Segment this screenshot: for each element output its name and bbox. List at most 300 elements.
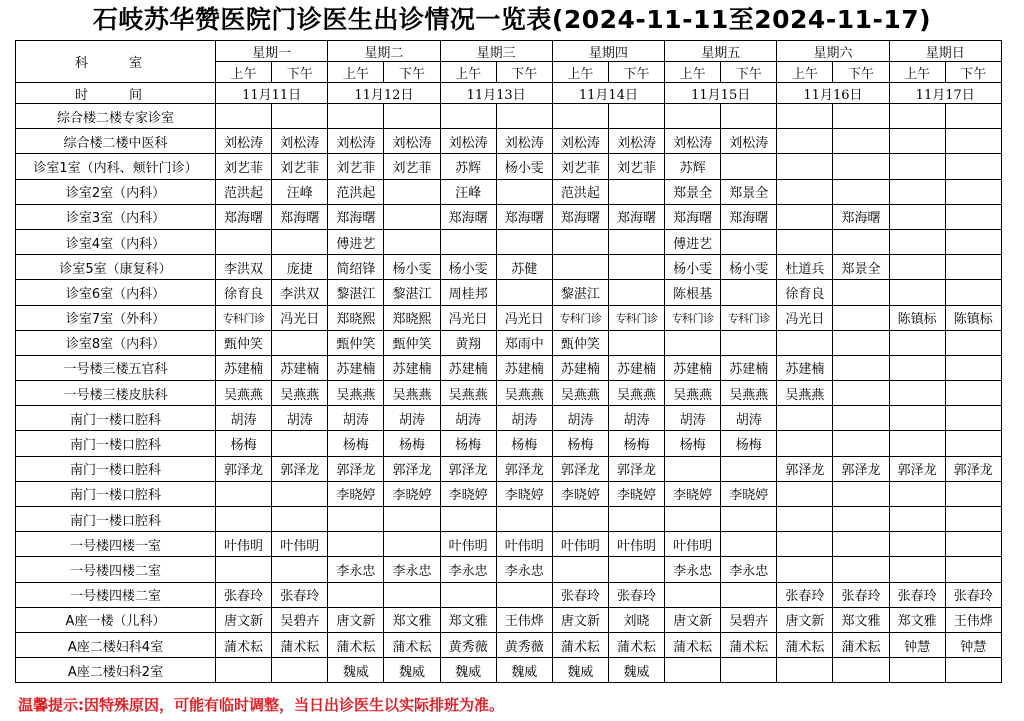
doctor-cell [552, 507, 608, 532]
day-header: 星期二 [328, 41, 440, 62]
doctor-cell: 胡涛 [216, 406, 272, 431]
doctor-cell [833, 154, 889, 179]
doctor-cell: 陈根基 [665, 280, 721, 305]
doctor-cell [889, 481, 945, 506]
doctor-cell [833, 658, 889, 683]
table-row [16, 129, 1002, 154]
doctor-cell [945, 229, 1001, 254]
doctor-cell: 刘松涛 [552, 129, 608, 154]
doctor-cell: 胡涛 [721, 406, 777, 431]
am-header: 上午 [440, 62, 496, 83]
doctor-cell [777, 330, 833, 355]
doctor-cell: 范洪起 [216, 179, 272, 204]
doctor-cell: 钟慧 [889, 632, 945, 657]
doctor-cell [216, 507, 272, 532]
doctor-cell: 郑晓熙 [328, 305, 384, 330]
doctor-cell: 胡涛 [496, 406, 552, 431]
doctor-cell [216, 658, 272, 683]
pm-header: 下午 [272, 62, 328, 83]
pm-header: 下午 [496, 62, 552, 83]
doctor-cell [721, 582, 777, 607]
dept-cell: 南门一楼口腔科 [16, 456, 216, 481]
dept-cell: 诊室4室（内科） [16, 229, 216, 254]
doctor-cell [889, 557, 945, 582]
doctor-cell: 黎湛江 [328, 280, 384, 305]
doctor-cell: 唐文新 [552, 607, 608, 632]
header-row-dates [16, 83, 1002, 104]
table-row [16, 305, 1002, 330]
header-row-days [16, 41, 1002, 62]
doctor-cell: 吴燕燕 [328, 381, 384, 406]
doctor-cell [496, 280, 552, 305]
doctor-cell: 吴燕燕 [496, 381, 552, 406]
doctor-cell [272, 557, 328, 582]
doctor-cell [945, 330, 1001, 355]
doctor-cell: 郑海曙 [721, 204, 777, 229]
am-header: 上午 [777, 62, 833, 83]
doctor-cell [945, 481, 1001, 506]
doctor-cell [608, 280, 664, 305]
doctor-cell [440, 229, 496, 254]
doctor-cell [721, 507, 777, 532]
doctor-cell: 陈镇标 [945, 305, 1001, 330]
doctor-cell: 郭泽龙 [889, 456, 945, 481]
doctor-cell: 苏建楠 [272, 355, 328, 380]
doctor-cell [777, 658, 833, 683]
doctor-cell: 胡涛 [608, 406, 664, 431]
doctor-cell: 胡涛 [665, 406, 721, 431]
doctor-cell: 刘松涛 [384, 129, 440, 154]
doctor-cell: 郭泽龙 [833, 456, 889, 481]
doctor-cell: 苏辉 [440, 154, 496, 179]
doctor-cell: 刘松涛 [665, 129, 721, 154]
day-header: 星期日 [889, 41, 1001, 62]
doctor-cell [496, 179, 552, 204]
doctor-cell: 傅进艺 [665, 229, 721, 254]
dept-cell: 诊室8室（内科） [16, 330, 216, 355]
doctor-cell [945, 406, 1001, 431]
doctor-cell [384, 582, 440, 607]
doctor-cell [833, 179, 889, 204]
doctor-cell: 郑晓熙 [384, 305, 440, 330]
doctor-cell: 专科门诊 [721, 305, 777, 330]
doctor-cell: 刘晓 [608, 607, 664, 632]
doctor-cell: 李晓婷 [328, 481, 384, 506]
doctor-cell [889, 255, 945, 280]
doctor-cell [384, 104, 440, 129]
doctor-cell: 吴燕燕 [665, 381, 721, 406]
doctor-cell: 李永忠 [384, 557, 440, 582]
doctor-cell: 吴燕燕 [777, 381, 833, 406]
doctor-cell [665, 330, 721, 355]
schedule-body [16, 104, 1002, 683]
doctor-cell: 叶伟明 [440, 532, 496, 557]
doctor-cell [889, 406, 945, 431]
am-header: 上午 [328, 62, 384, 83]
doctor-cell [833, 431, 889, 456]
doctor-cell: 苏建楠 [216, 355, 272, 380]
doctor-cell: 苏辉 [665, 154, 721, 179]
date-header: 11月11日 [216, 83, 328, 104]
doctor-cell: 王伟烨 [945, 607, 1001, 632]
doctor-cell [833, 305, 889, 330]
doctor-cell: 魏威 [440, 658, 496, 683]
doctor-cell [721, 456, 777, 481]
doctor-cell [889, 280, 945, 305]
doctor-cell: 刘松涛 [216, 129, 272, 154]
doctor-cell: 刘艺菲 [272, 154, 328, 179]
doctor-cell: 郭泽龙 [945, 456, 1001, 481]
table-row [16, 255, 1002, 280]
doctor-cell: 张春玲 [889, 582, 945, 607]
doctor-cell: 黎湛江 [552, 280, 608, 305]
doctor-cell: 李晓婷 [608, 481, 664, 506]
doctor-cell [889, 229, 945, 254]
doctor-cell [945, 381, 1001, 406]
doctor-cell: 李晓婷 [721, 481, 777, 506]
dept-cell: 一号楼三楼皮肤科 [16, 381, 216, 406]
doctor-cell [216, 229, 272, 254]
doctor-cell [889, 129, 945, 154]
doctor-cell: 蒲术耘 [608, 632, 664, 657]
doctor-cell: 冯光日 [440, 305, 496, 330]
doctor-cell [665, 507, 721, 532]
doctor-cell: 杜道兵 [777, 255, 833, 280]
doctor-cell [608, 255, 664, 280]
doctor-cell [272, 104, 328, 129]
doctor-cell: 郑海曙 [552, 204, 608, 229]
table-row [16, 355, 1002, 380]
doctor-cell: 刘松涛 [440, 129, 496, 154]
doctor-cell [889, 104, 945, 129]
am-header: 上午 [552, 62, 608, 83]
doctor-cell [889, 431, 945, 456]
doctor-cell [721, 104, 777, 129]
doctor-cell: 郑海曙 [833, 204, 889, 229]
pm-header: 下午 [384, 62, 440, 83]
dept-cell: 诊室5室（康复科） [16, 255, 216, 280]
doctor-cell [945, 179, 1001, 204]
doctor-cell: 冯光日 [496, 305, 552, 330]
doctor-cell [496, 229, 552, 254]
table-row [16, 532, 1002, 557]
doctor-cell: 李洪双 [216, 255, 272, 280]
doctor-cell [777, 557, 833, 582]
doctor-cell: 李永忠 [665, 557, 721, 582]
table-row [16, 154, 1002, 179]
doctor-cell: 李晓婷 [665, 481, 721, 506]
doctor-cell [777, 431, 833, 456]
table-row [16, 381, 1002, 406]
dept-cell: 一号楼四楼二室 [16, 557, 216, 582]
doctor-cell: 张春玲 [777, 582, 833, 607]
page-title: 石岐苏华赞医院门诊医生出诊情况一览表(2024-11-11至2024-11-17) [92, 5, 932, 34]
doctor-cell: 杨梅 [384, 431, 440, 456]
doctor-cell [552, 229, 608, 254]
doctor-cell [272, 229, 328, 254]
doctor-cell [777, 406, 833, 431]
doctor-cell [552, 255, 608, 280]
doctor-cell [833, 104, 889, 129]
doctor-cell [945, 255, 1001, 280]
doctor-cell: 张春玲 [216, 582, 272, 607]
pm-header: 下午 [608, 62, 664, 83]
doctor-cell: 张春玲 [945, 582, 1001, 607]
dept-cell: 诊室6室（内科） [16, 280, 216, 305]
doctor-cell: 蒲术耘 [216, 632, 272, 657]
doctor-cell [833, 229, 889, 254]
doctor-cell: 李洪双 [272, 280, 328, 305]
doctor-cell [833, 280, 889, 305]
doctor-cell: 王伟烨 [496, 607, 552, 632]
doctor-cell: 杨小雯 [665, 255, 721, 280]
doctor-cell [777, 204, 833, 229]
doctor-cell [777, 229, 833, 254]
doctor-cell: 黄翔 [440, 330, 496, 355]
table-row [16, 406, 1002, 431]
doctor-cell [608, 179, 664, 204]
day-header: 星期四 [552, 41, 664, 62]
doctor-cell: 张春玲 [552, 582, 608, 607]
date-header: 11月14日 [552, 83, 664, 104]
doctor-cell: 汪峰 [440, 179, 496, 204]
doctor-cell: 蒲术耘 [721, 632, 777, 657]
doctor-cell [945, 431, 1001, 456]
doctor-cell: 叶伟明 [216, 532, 272, 557]
doctor-cell [945, 104, 1001, 129]
doctor-cell: 郭泽龙 [440, 456, 496, 481]
doctor-cell: 魏威 [608, 658, 664, 683]
doctor-cell: 李晓婷 [496, 481, 552, 506]
doctor-cell [777, 154, 833, 179]
schedule-table [15, 40, 1002, 683]
table-row [16, 229, 1002, 254]
doctor-cell: 郑海曙 [272, 204, 328, 229]
doctor-cell: 杨梅 [608, 431, 664, 456]
doctor-cell: 苏健 [496, 255, 552, 280]
doctor-cell: 郑雨中 [496, 330, 552, 355]
doctor-cell: 杨梅 [665, 431, 721, 456]
doctor-cell [777, 129, 833, 154]
doctor-cell: 郑海曙 [216, 204, 272, 229]
doctor-cell: 专科门诊 [216, 305, 272, 330]
doctor-cell: 魏威 [384, 658, 440, 683]
doctor-cell: 甄仲笑 [384, 330, 440, 355]
doctor-cell: 张春玲 [272, 582, 328, 607]
doctor-cell: 杨梅 [496, 431, 552, 456]
doctor-cell: 杨小雯 [496, 154, 552, 179]
doctor-cell [216, 104, 272, 129]
doctor-cell: 郭泽龙 [272, 456, 328, 481]
doctor-cell: 郑文雅 [440, 607, 496, 632]
table-row [16, 179, 1002, 204]
doctor-cell: 郭泽龙 [552, 456, 608, 481]
doctor-cell: 苏建楠 [496, 355, 552, 380]
table-row [16, 557, 1002, 582]
date-header: 11月13日 [440, 83, 552, 104]
doctor-cell [777, 507, 833, 532]
doctor-cell: 唐文新 [777, 607, 833, 632]
date-header: 11月12日 [328, 83, 440, 104]
doctor-cell: 刘松涛 [608, 129, 664, 154]
table-row [16, 582, 1002, 607]
pm-header: 下午 [833, 62, 889, 83]
doctor-cell: 胡涛 [328, 406, 384, 431]
doctor-cell [440, 582, 496, 607]
doctor-cell: 叶伟明 [496, 532, 552, 557]
doctor-cell: 杨梅 [440, 431, 496, 456]
doctor-cell: 吴碧卉 [721, 607, 777, 632]
doctor-cell: 黄秀薇 [496, 632, 552, 657]
doctor-cell: 甄仲笑 [216, 330, 272, 355]
doctor-cell: 李永忠 [496, 557, 552, 582]
dept-cell: A座二楼妇科2室 [16, 658, 216, 683]
doctor-cell [833, 507, 889, 532]
doctor-cell: 郭泽龙 [496, 456, 552, 481]
doctor-cell [889, 507, 945, 532]
table-row [16, 507, 1002, 532]
day-header: 星期五 [665, 41, 777, 62]
doctor-cell: 唐文新 [665, 607, 721, 632]
doctor-cell: 黎湛江 [384, 280, 440, 305]
doctor-cell [777, 481, 833, 506]
table-row [16, 632, 1002, 657]
table-row [16, 456, 1002, 481]
doctor-cell [833, 381, 889, 406]
doctor-cell: 刘松涛 [496, 129, 552, 154]
doctor-cell: 叶伟明 [608, 532, 664, 557]
doctor-cell: 徐育良 [216, 280, 272, 305]
doctor-cell: 蒲术耘 [833, 632, 889, 657]
doctor-cell: 苏建楠 [328, 355, 384, 380]
doctor-cell: 冯光日 [272, 305, 328, 330]
doctor-cell: 刘松涛 [721, 129, 777, 154]
doctor-cell [833, 129, 889, 154]
doctor-cell: 刘松涛 [328, 129, 384, 154]
doctor-cell: 汪峰 [272, 179, 328, 204]
table-row [16, 607, 1002, 632]
doctor-cell: 唐文新 [216, 607, 272, 632]
doctor-cell [665, 582, 721, 607]
doctor-cell [833, 557, 889, 582]
date-header: 11月15日 [665, 83, 777, 104]
doctor-cell: 郑海曙 [665, 204, 721, 229]
doctor-cell: 吴燕燕 [272, 381, 328, 406]
doctor-cell [945, 204, 1001, 229]
doctor-cell: 魏威 [496, 658, 552, 683]
doctor-cell: 苏建楠 [608, 355, 664, 380]
doctor-cell: 张春玲 [608, 582, 664, 607]
table-row [16, 204, 1002, 229]
doctor-cell [945, 557, 1001, 582]
day-header: 星期一 [216, 41, 328, 62]
table-row [16, 104, 1002, 129]
doctor-cell: 吴燕燕 [440, 381, 496, 406]
doctor-cell [889, 204, 945, 229]
dept-header: 科 室 [16, 41, 216, 83]
doctor-cell [216, 481, 272, 506]
pm-header: 下午 [945, 62, 1001, 83]
doctor-cell: 吴碧卉 [272, 607, 328, 632]
doctor-cell [608, 229, 664, 254]
doctor-cell: 苏建楠 [721, 355, 777, 380]
doctor-cell [216, 557, 272, 582]
doctor-cell [721, 330, 777, 355]
doctor-cell [665, 658, 721, 683]
doctor-cell [889, 532, 945, 557]
dept-cell: 南门一楼口腔科 [16, 481, 216, 506]
doctor-cell: 郑海曙 [608, 204, 664, 229]
doctor-cell [328, 582, 384, 607]
doctor-cell: 甄仲笑 [552, 330, 608, 355]
doctor-cell [833, 481, 889, 506]
doctor-cell [833, 355, 889, 380]
table-row [16, 658, 1002, 683]
doctor-cell [889, 330, 945, 355]
doctor-cell: 郑景全 [721, 179, 777, 204]
doctor-cell [328, 532, 384, 557]
doctor-cell [552, 557, 608, 582]
doctor-cell: 李晓婷 [552, 481, 608, 506]
doctor-cell: 郑景全 [665, 179, 721, 204]
doctor-cell: 郑海曙 [328, 204, 384, 229]
doctor-cell: 蒲术耘 [665, 632, 721, 657]
doctor-cell: 张春玲 [833, 582, 889, 607]
doctor-cell: 李永忠 [440, 557, 496, 582]
doctor-cell: 黄秀薇 [440, 632, 496, 657]
doctor-cell [889, 154, 945, 179]
doctor-cell [384, 507, 440, 532]
doctor-cell: 冯光日 [777, 305, 833, 330]
pm-header: 下午 [721, 62, 777, 83]
doctor-cell: 专科门诊 [552, 305, 608, 330]
table-row [16, 280, 1002, 305]
doctor-cell [889, 355, 945, 380]
time-header: 时 间 [16, 83, 216, 104]
dept-cell: 诊室1室（内科、颊针门诊） [16, 154, 216, 179]
doctor-cell [608, 104, 664, 129]
doctor-cell: 杨梅 [721, 431, 777, 456]
doctor-cell [272, 431, 328, 456]
doctor-cell [777, 104, 833, 129]
doctor-cell: 专科门诊 [665, 305, 721, 330]
doctor-cell [608, 507, 664, 532]
doctor-cell: 李晓婷 [440, 481, 496, 506]
doctor-cell [945, 129, 1001, 154]
doctor-cell: 叶伟明 [272, 532, 328, 557]
doctor-cell: 郑海曙 [496, 204, 552, 229]
doctor-cell: 杨梅 [552, 431, 608, 456]
doctor-cell: 胡涛 [272, 406, 328, 431]
doctor-cell: 吴燕燕 [552, 381, 608, 406]
doctor-cell [440, 104, 496, 129]
doctor-cell [945, 154, 1001, 179]
doctor-cell: 郑海曙 [440, 204, 496, 229]
doctor-cell [328, 104, 384, 129]
doctor-cell [665, 456, 721, 481]
dept-cell: A座二楼妇科4室 [16, 632, 216, 657]
dept-cell: 综合楼二楼中医科 [16, 129, 216, 154]
doctor-cell [384, 179, 440, 204]
dept-cell: A座一楼（儿科） [16, 607, 216, 632]
doctor-cell: 蒲术耘 [777, 632, 833, 657]
doctor-cell: 刘艺菲 [608, 154, 664, 179]
doctor-cell [272, 481, 328, 506]
doctor-cell: 刘艺菲 [384, 154, 440, 179]
doctor-cell: 苏建楠 [665, 355, 721, 380]
notice-text: 温馨提示:因特殊原因，可能有临时调整，当日出诊医生以实际排班为准。 [18, 696, 505, 714]
doctor-cell: 吴燕燕 [216, 381, 272, 406]
